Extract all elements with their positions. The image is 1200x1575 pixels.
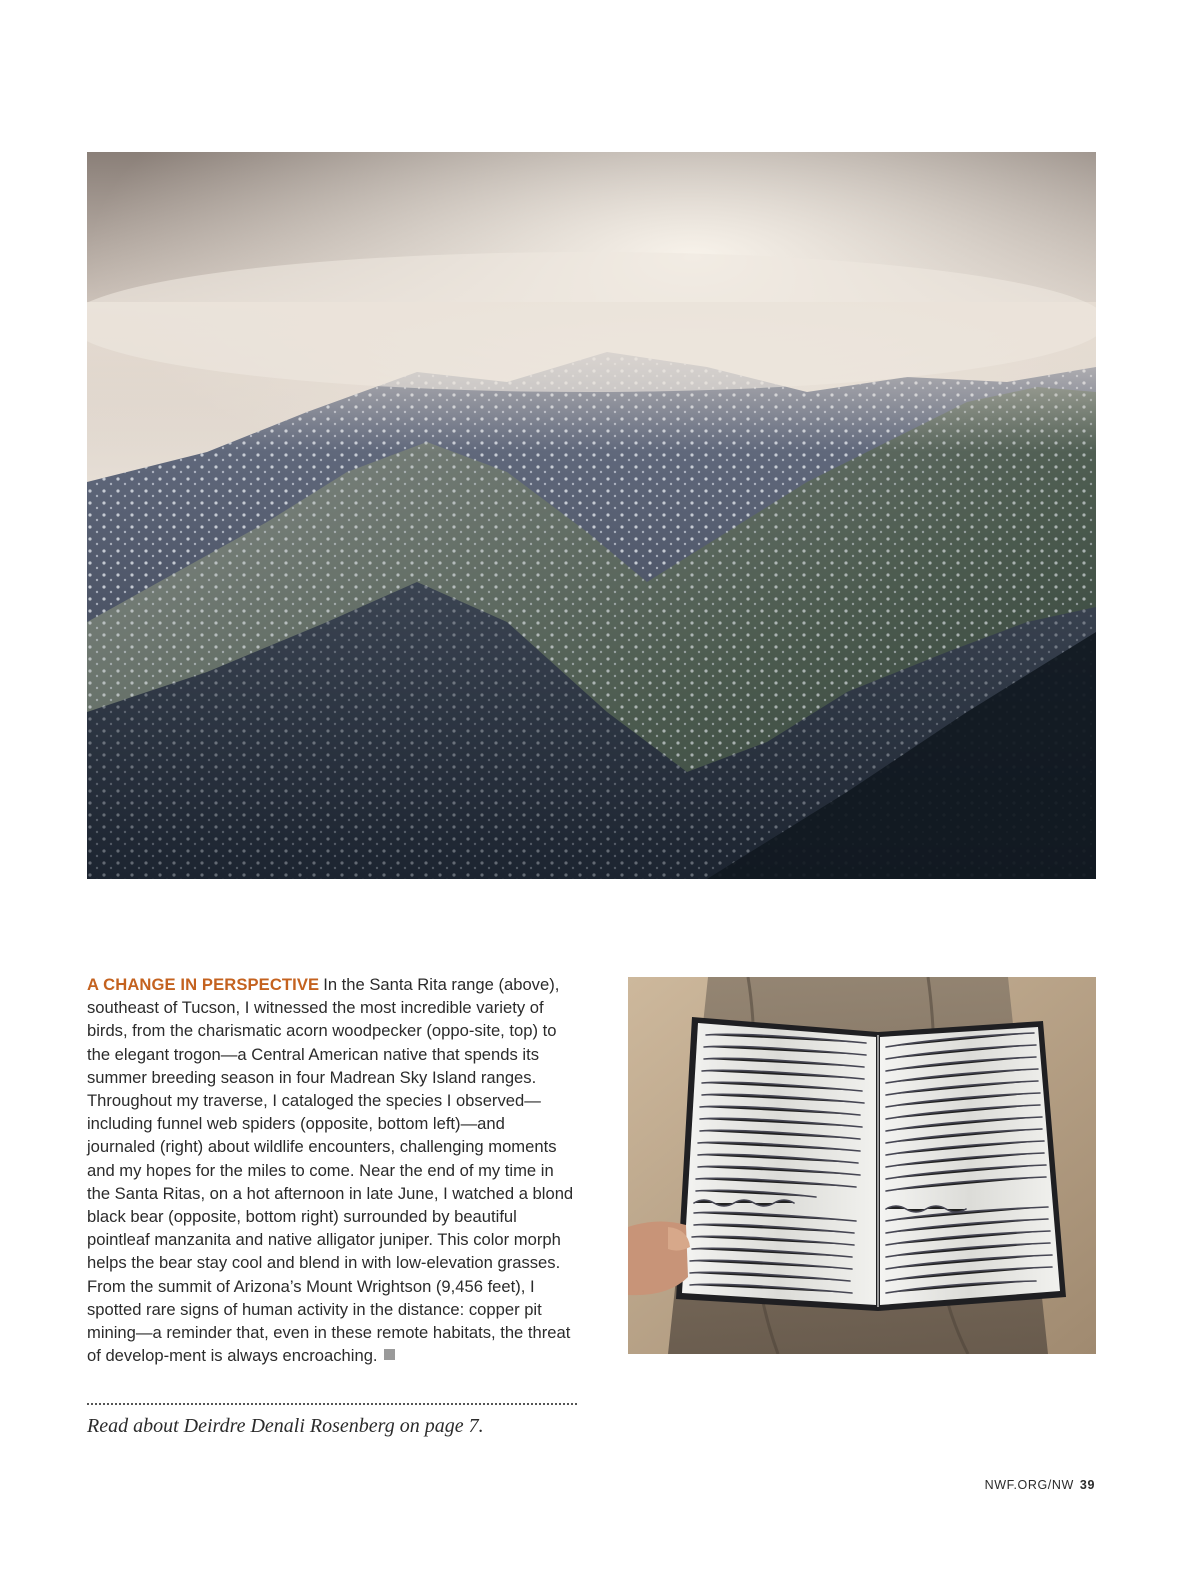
mountain-landscape-image xyxy=(87,152,1096,879)
caption-kicker: A CHANGE IN PERSPECTIVE xyxy=(87,975,320,994)
journal-photo xyxy=(628,977,1096,1354)
dotted-divider xyxy=(87,1403,577,1405)
page-footer xyxy=(985,1478,1095,1492)
end-mark-icon xyxy=(384,1349,395,1360)
footer-site[interactable]: NWF.ORG/NW xyxy=(984,1478,1074,1492)
handwritten-journal-image xyxy=(628,977,1096,1354)
hero-photo xyxy=(87,152,1096,879)
caption-body: In the Santa Rita range (above), southeast of Tucson, I witnessed the most incredible variety of birds, from the charismatic acorn woodpecker (oppo-site, top) to the elegant trogon—a Central American native that spends its summer breeding season in four Madrean Sky Island ranges. Throughout my traverse, I cataloged the species I observed—including funnel web spiders (opposite, bottom left)—and journaled (right) about wildlife encounters, challenging moments and my hopes for the miles to come. Near the end of my time in the Santa Ritas, on a hot afternoon in late June, I watched a blond black bear (opposite, bottom right) surrounded by beautiful pointleaf manzanita and native alligator juniper. This color morph helps the bear stay cool and blend in with low-elevation grasses. From the summit of Arizona’s Mount Wrightson (9,456 feet), I spotted rare signs of human activity in the distance: copper pit mining—a reminder that, even in these remote habitats, the threat of develop-ment is always encroaching. xyxy=(87,975,574,1366)
photo-caption xyxy=(87,973,577,1367)
author-reference: Read about Deirdre Denali Rosenberg on page 7. xyxy=(87,1415,484,1437)
page-number: 39 xyxy=(1079,1478,1095,1492)
